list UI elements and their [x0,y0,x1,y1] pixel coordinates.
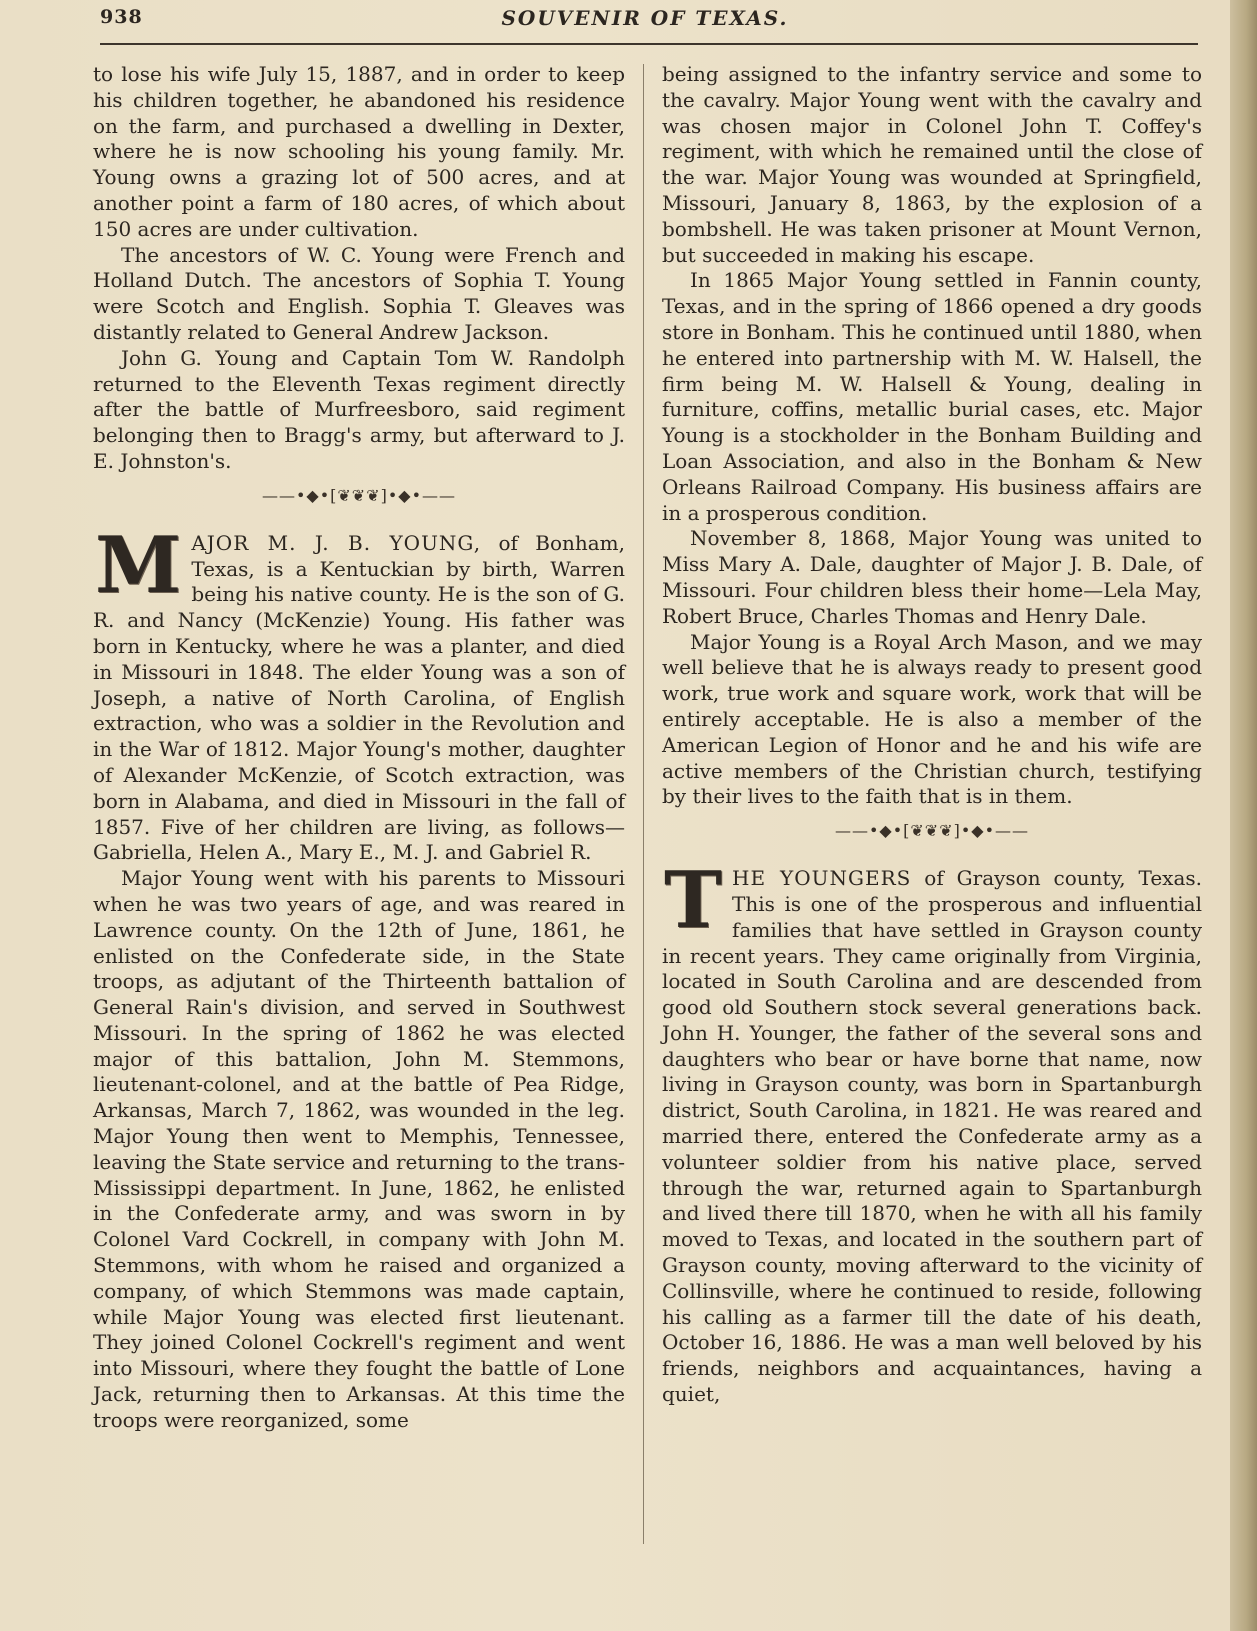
header-rule [100,43,1198,45]
paragraph: to lose his wife July 15, 1887, and in order to keep his children together, he abandoned his residence on the farm, and purchased a dwelling in Dexter, where he is now schooling his young family. Mr. Young owns a grazing lot of 500 acres, and at another point a farm of 180 acres, of which about 150 acres are under cultivation. [93,62,625,241]
left-column [93,62,625,1434]
paragraph: John G. Young and Captain Tom W. Randolph returned to the Eleventh Texas regiment directly after the battle of Murfreesboro, said regiment belonging then to Bragg's army, but afterward to J. E. Johnston's. [93,345,625,473]
biography-heading: HE YOUNGERS [732,866,912,891]
paragraph-text: of Grayson county, Texas. This is one of the prosperous and influential families that have settled in Grayson county in recent years. They came originally from Virginia, located in South Carolina and are descended from good old Southern stock several generations back. John H. Younger, the father of the several sons and daughters who bear or have borne that name, now living in Grayson county, was born in Spartanburgh district, South Carolina, in 1821. He was reared and married there, entered the Confederate army as a volunteer soldier from his native place, served through the war, returned again to Spartanburgh and lived there till 1870, when he with all his family moved to Texas, and located in the southern part of Grayson county, moving afterward to the vicinity of Collinsville, where he continued to reside, following his calling as a farmer till the date of his death, October 16, 1886. He was a man well beloved by his friends, neighbors and acquaintances, having a quiet, [662,866,1202,1407]
drop-cap: T [664,855,723,947]
column-divider [643,64,644,1544]
section-ornament: ——•◆•[❦❦❦]•◆•—— [261,485,457,505]
biography-intro [662,855,1202,1408]
page-edge [1230,0,1257,1631]
paragraph: Major Young is a Royal Arch Mason, and we may well believe that he is always ready to present good work, true work and square work, work that will be entirely acceptable. He is also a member of the American Legion of Honor and he and his wife are active members of the Christian church, testifying by their lives to the faith that is in them. [662,629,1202,809]
paragraph-text: of Bonham, Texas, is a Kentuckian by birth, Warren being his native county. He is the son of G. R. and Nancy (McKenzie) Young. His father was born in Kentucky, where he was a planter, and died in Missouri in 1848. The elder Young was a son of Joseph, a native of North Carolina, of English extraction, who was a soldier in the Revolution and in the War of 1812. Major Young's mother, daughter of Alexander McKenzie, of Scotch extraction, was born in Alabama, and died in Missouri in the fall of 1857. Five of her children are living, as follows—Gabriella, Helen A., Mary E., M. J. and Gabriel R. [93,530,626,865]
running-head: SOUVENIR OF TEXAS. [501,6,789,30]
paragraph: The ancestors of W. C. Young were French and Holland Dutch. The ancestors of Sophia T. Young were Scotch and English. Sophia T. Gleaves was distantly related to General Andrew Jackson. [93,242,625,344]
paragraph: being assigned to the infantry service and some to the cavalry. Major Young went with the cavalry and was chosen major in Colonel John T. Coffey's regiment, with which he remained until the close of the war. Major Young was wounded at Springfield, Missouri, January 8, 1863, by the explosion of a bombshell. He was taken prisoner at Mount Vernon, but succeeded in making his escape. [662,62,1202,267]
biography-intro [93,519,626,866]
paragraph: Major Young went with his parents to Missouri when he was two years of age, and was reared in Lawrence county. On the 12th of June, 1861, he enlisted on the Confederate side, in the State troops, as adjutant of the Thirteenth battalion of General Rain's division, and served in Southwest Missouri. In the spring of 1862 he was elected major of this battalion, John M. Stemmons, lieutenant-colonel, and at the battle of Pea Ridge, Arkansas, March 7, 1862, was wounded in the leg. Major Young then went to Memphis, Tennessee, leaving the State service and returning to the trans-Mississippi department. In June, 1862, he enlisted in the Confederate army, and was sworn in by Colonel Vard Cockrell, in company with John M. Stemmons, with whom he raised and organized a company, of which Stemmons was made captain, while Major Young was elected first lieutenant. They joined Colonel Cockrell's regiment and went into Missouri, where they fought the battle of Lone Jack, returning then to Arkansas. At this time the troops were reorganized, some [93,866,625,1432]
biography-heading: AJOR M. J. B. YOUNG, [191,530,482,555]
drop-cap: M [95,519,182,611]
paragraph: November 8, 1868, Major Young was united to Miss Mary A. Dale, daughter of Major J. B. Dale, of Missouri. Four children bless their home—Lela May, Robert Bruce, Charles Thomas and Henry Dale. [662,526,1202,628]
right-column [662,62,1202,1408]
section-ornament: ——•◆•[❦❦❦]•◆•—— [834,821,1030,841]
page-header [100,4,1190,34]
page-number: 938 [100,6,143,28]
paragraph: In 1865 Major Young settled in Fannin county, Texas, and in the spring of 1866 opened a dry goods store in Bonham. This he continued until 1880, when he entered into partnership with M. W. Halsell, the firm being M. W. Halsell & Young, dealing in furniture, coffins, metallic burial cases, etc. Major Young is a stockholder in the Bonham Building and Loan Association, and also in the Bonham & New Orleans Railroad Company. His business affairs are in a prosperous condition. [662,268,1202,525]
